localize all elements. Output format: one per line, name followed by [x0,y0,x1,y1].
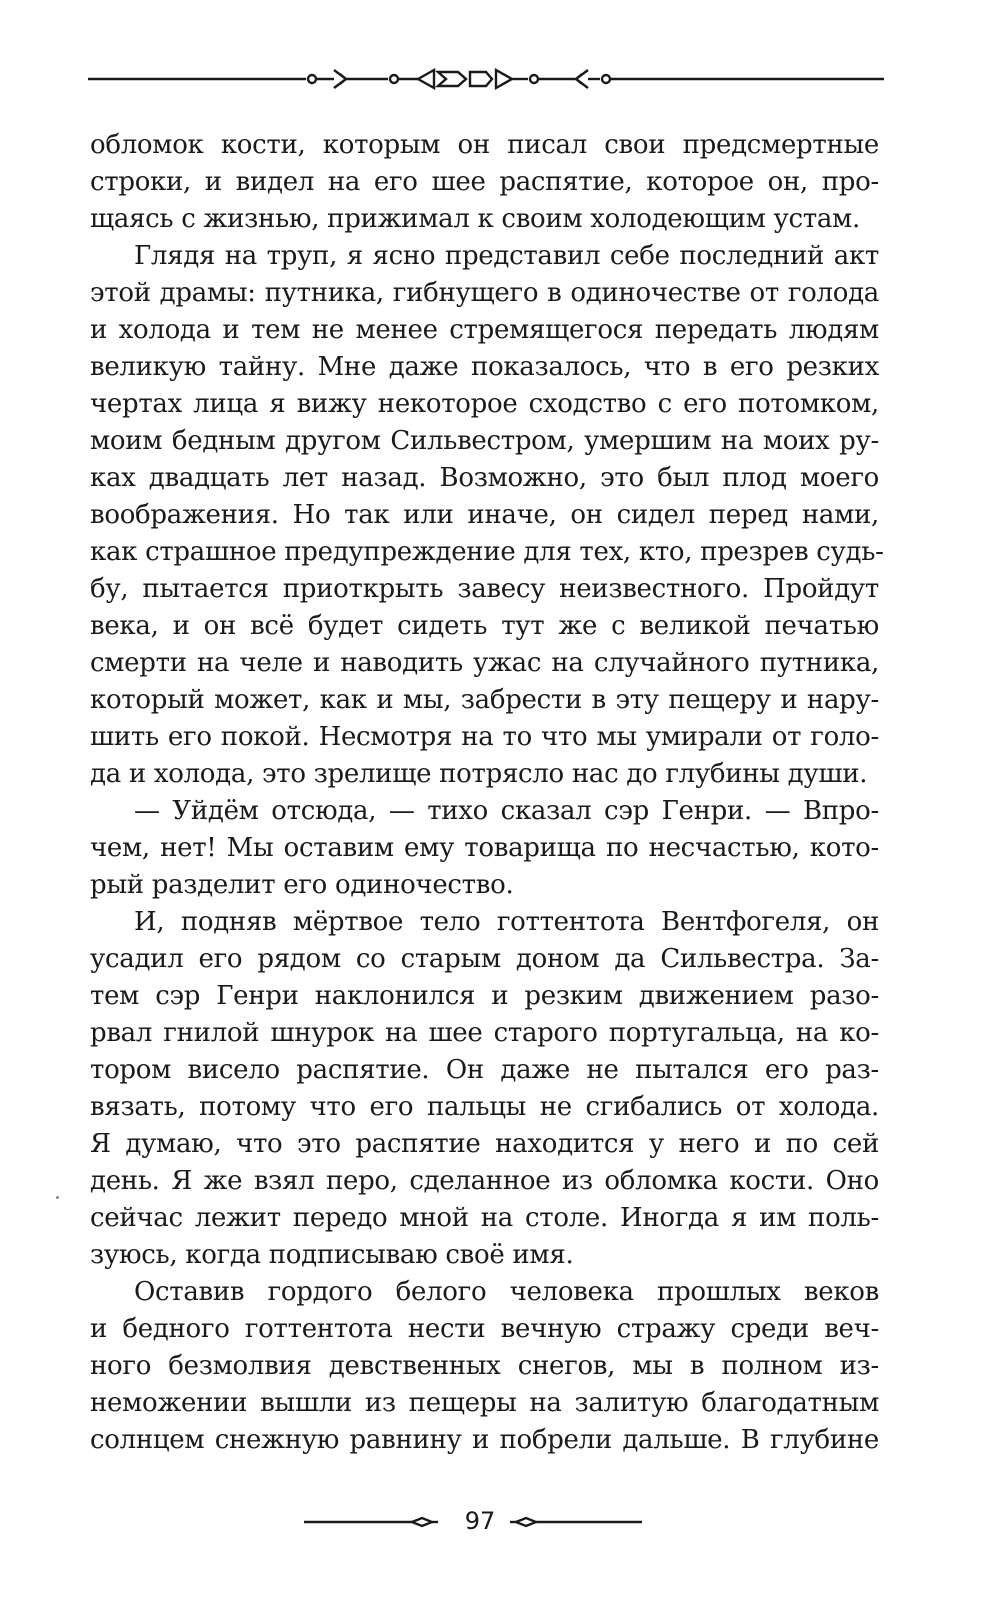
text-line: Я думаю, что это распятие находится у него и по сей [90,1129,879,1159]
text-line: моим бедным другом Сильвестром, умершим на моих ру- [90,426,879,456]
text-line: да и холода, это зрелище потрясло нас до глубины души. [90,759,868,789]
text-line: смерти на челе и наводить ужас на случайного путника, [90,648,879,678]
text-line: — Уйдём отсюда, — тихо сказал сэр Генри. — Впро- [134,796,879,826]
text-line: шить его покой. Несмотря на то что мы умирали от голо- [90,722,879,752]
text-line: щаясь с жизнью, прижимал к своим холодеющим устам. [90,204,860,234]
text-line: тором висело распятие. Он даже не пытался его раз- [90,1055,879,1085]
page-number: 97 [464,1507,496,1535]
text-line: как страшное предупреждение для тех, кто, презрев судь- [90,537,884,567]
text-line: вязать, потому что его пальцы не сгибались от холода. [90,1092,879,1122]
text-line: сейчас лежит передо мной на столе. Иногда я им поль- [90,1203,879,1233]
text-line: бу, пытается приоткрыть завесу неизвестного. Пройдут [90,574,879,604]
text-line: зуюсь, когда подписываю своё имя. [90,1240,574,1270]
text-line: рый разделит его одиночество. [90,870,514,900]
text-line: солнцем снежную равнину и побрели дальше. В глубине [90,1425,879,1455]
text-line: неможении вышли из пещеры на залитую благодатным [90,1388,879,1418]
text-line: и бедного готтентота нести вечную стражу среди веч- [90,1314,879,1344]
margin-speck [56,1196,59,1199]
body-text [90,127,884,1459]
text-line: И, подняв мёртвое тело готтентота Вентфогеля, он [134,907,879,937]
text-line: воображения. Но так или иначе, он сидел перед нами, [90,500,879,530]
top-ornament-divider [88,64,884,94]
text-line: чем, нет! Мы оставим ему товарища по несчастью, кото- [90,833,879,863]
text-line: века, и он всё будет сидеть тут же с великой печатью [90,611,879,641]
text-line: усадил его рядом со старым доном да Сильвестра. За- [90,944,879,974]
text-line: который может, как и мы, забрести в эту пещеру и нару- [90,685,879,715]
text-line: чертах лица я вижу некоторое сходство с его потомком, [90,389,879,419]
text-line: рвал гнилой шнурок на шее старого португальца, на ко- [90,1018,879,1048]
text-line: ного безмолвия девственных снегов, мы в полном из- [90,1351,879,1381]
text-line: этой драмы: путника, гибнущего в одиночестве от голода [90,278,879,308]
page-footer [0,1501,1000,1541]
text-line: строки, и видел на его шее распятие, которое он, про- [90,167,879,197]
text-line: обломок кости, которым он писал свои предсмертные [90,130,879,160]
text-line: и холода и тем не менее стремящегося передать людям [90,315,879,345]
text-line: Оставив гордого белого человека прошлых веков [134,1277,879,1307]
text-line: ках двадцать лет назад. Возможно, это был плод моего [90,463,879,493]
text-line: Глядя на труп, я ясно представил себе последний акт [134,241,879,271]
text-line: тем сэр Генри наклонился и резким движением разо- [90,981,879,1011]
text-line: великую тайну. Мне даже показалось, что в его резких [90,352,879,382]
text-line: день. Я же взял перо, сделанное из обломка кости. Оно [90,1166,879,1196]
